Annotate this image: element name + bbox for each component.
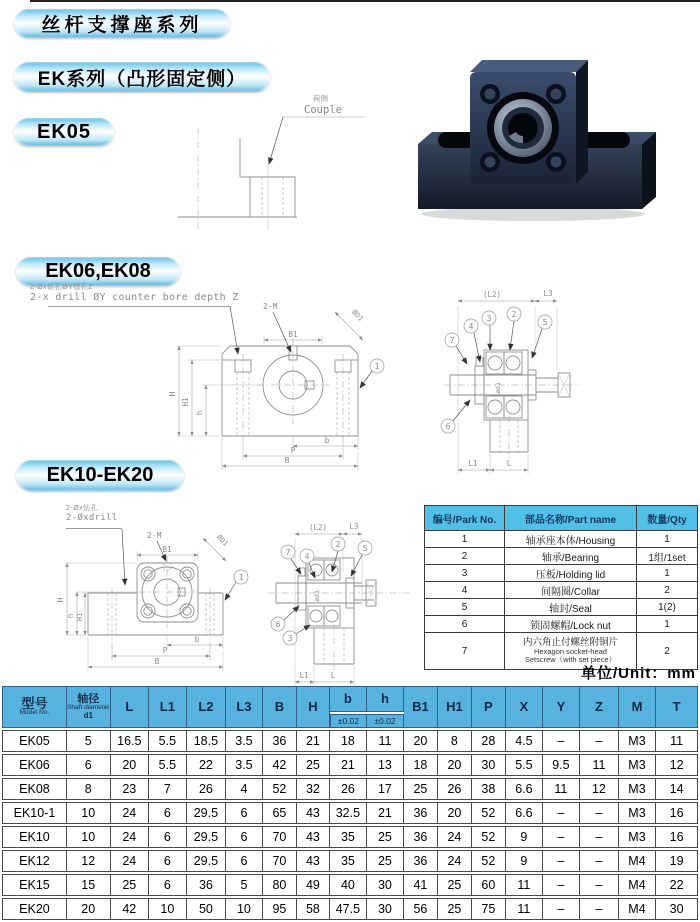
side2-dim-bottom <box>295 666 354 686</box>
cell: – <box>543 826 581 848</box>
ek1020-label: EK10-EK20 <box>46 464 154 486</box>
header-shaft-en: Shaft diameter <box>67 704 110 712</box>
cell: 26 <box>187 778 227 800</box>
cell: 11 <box>506 874 543 896</box>
cell: 38 <box>472 778 506 800</box>
cell: 8 <box>67 778 111 800</box>
couple-callout <box>269 93 365 164</box>
cell: 25 <box>404 778 438 800</box>
cell: 18 <box>404 754 438 776</box>
part-no: 3 <box>425 565 505 582</box>
cell: 21 <box>297 730 329 752</box>
cell: 25 <box>111 874 150 896</box>
dim-d1: ød1 <box>494 382 502 394</box>
part-qty: 1 <box>637 565 698 582</box>
cell: 30 <box>656 898 698 920</box>
cell: 29.5 <box>187 826 227 848</box>
cell: 25 <box>438 874 471 896</box>
part-qty: 1 <box>637 531 698 548</box>
header-T: T <box>656 686 698 728</box>
ek0608-pill <box>16 257 180 286</box>
cell: 6 <box>149 826 187 848</box>
cell: 4.5 <box>506 730 543 752</box>
dim-2M: 2-M <box>263 302 278 311</box>
header-model-cn: 型号 <box>21 695 48 711</box>
cell: 17 <box>367 778 404 800</box>
side2-dim-top <box>295 522 362 692</box>
cell: 41 <box>404 874 438 896</box>
cell: – <box>543 874 581 896</box>
balloon-7-number: 7 <box>449 336 455 345</box>
header-shaft-cn: 轴径 <box>77 692 100 705</box>
cell: M3 <box>619 754 657 776</box>
cell: 28 <box>472 730 506 752</box>
cell: 29.5 <box>187 802 227 824</box>
cell: M4 <box>619 898 657 920</box>
couple-label-cn: 荷侧 <box>313 94 328 103</box>
parts-header-qty: 数量/Qty <box>637 506 698 531</box>
product-photo <box>408 44 670 230</box>
cell: 30 <box>367 898 404 920</box>
dim-D1-2: ØD1 <box>215 533 230 548</box>
cell: 7 <box>149 778 187 800</box>
ek0608-front-view <box>165 296 395 481</box>
balloon-3-number: 3 <box>486 314 492 323</box>
dim-L1-2: L1 <box>299 671 309 680</box>
spec-row-ek15 <box>2 874 698 896</box>
header-h: h <box>367 686 404 712</box>
cell: 15 <box>67 874 111 896</box>
dim-L1: L1 <box>468 459 478 468</box>
cell: 26 <box>438 778 471 800</box>
ek1020-note-en: 2-Øxdrill <box>66 513 118 524</box>
cell: 36 <box>187 874 227 896</box>
cell: M3 <box>619 826 657 848</box>
parts-header-row <box>425 506 698 531</box>
ek0608-label: EK06,EK08 <box>45 260 151 282</box>
ek-series-pill <box>14 62 270 92</box>
balloon-5-number: 5 <box>542 318 548 327</box>
cell: 52 <box>472 850 506 872</box>
cell: 21 <box>367 802 404 824</box>
part-no: 1 <box>425 531 505 548</box>
part-name: 轴承/Bearing <box>505 548 637 565</box>
ek1020-note-cn: 2-Øx钻孔 <box>66 505 99 512</box>
parts-row <box>425 565 698 582</box>
header-Y: Y <box>543 686 581 728</box>
dim-L3-2: L3 <box>349 522 359 531</box>
cell: 11 <box>656 730 698 752</box>
section-assembly <box>444 350 580 458</box>
cell: 11 <box>543 778 581 800</box>
spec-row-ek06 <box>2 754 698 776</box>
cell: 26 <box>330 778 368 800</box>
ek0608-note-cn: 2-Øx钻孔ØY锪孔Z <box>30 284 94 291</box>
dim-P-2: P <box>162 646 168 655</box>
cell: 16.5 <box>111 730 150 752</box>
cell: 20 <box>438 754 471 776</box>
cell: M3 <box>619 802 657 824</box>
header-b-tol: ±0.02 <box>330 714 368 728</box>
spec-row-ek20 <box>2 898 698 920</box>
drill-note-leader <box>230 306 238 354</box>
cell: 6 <box>226 850 263 872</box>
cell: 5.5 <box>149 754 187 776</box>
front-dimensions-2 <box>56 531 230 671</box>
cell: 3.5 <box>226 730 263 752</box>
dim-P: P <box>290 446 296 455</box>
dim-H: H <box>168 391 177 397</box>
cell: – <box>580 850 619 872</box>
cell: M3 <box>619 778 657 800</box>
cell: 6 <box>149 802 187 824</box>
series-title-pill <box>14 9 230 38</box>
cell: – <box>543 898 581 920</box>
header-X: X <box>506 686 543 728</box>
drill-note-leader-2 <box>122 529 125 585</box>
cell: 14 <box>656 778 698 800</box>
cell: 40 <box>330 874 368 896</box>
cell: EK10-1 <box>2 802 67 824</box>
cell: 36 <box>404 850 438 872</box>
cell: 80 <box>263 874 297 896</box>
cell: 18.5 <box>187 730 227 752</box>
cell: 25 <box>367 826 404 848</box>
dim-H1-2: H1 <box>76 612 84 622</box>
cell: 6.6 <box>506 778 543 800</box>
balloon-1-front2 <box>225 570 248 600</box>
cell: 11 <box>506 898 543 920</box>
cell: 9 <box>506 850 543 872</box>
cell: 6 <box>67 754 111 776</box>
ek05-outline <box>178 138 297 217</box>
cell: – <box>543 730 581 752</box>
cell: 22 <box>187 754 227 776</box>
balloon-1 <box>360 359 384 388</box>
cell: – <box>580 826 619 848</box>
spec-row-ek12 <box>2 850 698 872</box>
ek05-drawing <box>165 90 385 240</box>
dim-D1: ØD1 <box>350 308 365 323</box>
spec-row-ek10-1 <box>2 802 698 824</box>
cell: 43 <box>297 850 329 872</box>
cell: 10 <box>67 802 111 824</box>
cell: EK15 <box>2 874 67 896</box>
cell: 20 <box>67 898 111 920</box>
dim-2M-2: 2-M <box>147 531 162 540</box>
dim-H-2: H <box>56 597 65 603</box>
dim-L2-2: (L2) <box>308 523 328 532</box>
ek-series-label: EK系列（凸形固定侧） <box>37 68 247 90</box>
cell: 52 <box>263 778 297 800</box>
dim-b: b <box>324 436 330 445</box>
bore-feature <box>257 338 329 424</box>
parts-row <box>425 548 698 565</box>
cell: 52 <box>472 826 506 848</box>
cell: 3.5 <box>226 754 263 776</box>
header-shaft <box>67 686 111 728</box>
cell: 24 <box>438 826 471 848</box>
cell: 4 <box>226 778 263 800</box>
cell: 29.5 <box>187 850 227 872</box>
cell: 56 <box>404 898 438 920</box>
ek1020-drill-note <box>66 505 117 523</box>
cell: 19 <box>656 850 698 872</box>
cell: M4 <box>619 874 657 896</box>
cell: 42 <box>263 754 297 776</box>
balloon-1-number: 1 <box>374 362 380 371</box>
part-qty: 2 <box>637 582 698 599</box>
cell: – <box>580 730 619 752</box>
cell: 36 <box>404 802 438 824</box>
cell: 70 <box>263 826 297 848</box>
ek05-label: EK05 <box>36 120 92 143</box>
ek1020-front-view <box>55 528 270 688</box>
cell: 11 <box>367 730 404 752</box>
part-no: 5 <box>425 599 505 616</box>
cell: 95 <box>263 898 297 920</box>
part-qty: 2 <box>637 633 698 670</box>
cell: 8 <box>438 730 471 752</box>
header-L: L <box>111 686 150 728</box>
part-name: 轴承座本体/Housing <box>505 531 637 548</box>
cell: 16 <box>656 826 698 848</box>
cell: 47.5 <box>330 898 368 920</box>
cell: – <box>580 802 619 824</box>
cell: 12 <box>580 778 619 800</box>
spec-table <box>2 684 698 922</box>
header-model-en: Model No. <box>19 709 50 717</box>
side2-balloons <box>271 537 372 645</box>
balloon-4-number: 4 <box>468 322 474 331</box>
cell: 21 <box>330 754 368 776</box>
cell: 49 <box>297 874 329 896</box>
header-L2: L2 <box>187 686 227 728</box>
cell: 5.5 <box>149 730 187 752</box>
spec-row-ek10 <box>2 826 698 848</box>
balloon-1-number-2: 1 <box>238 573 244 582</box>
header-Z: Z <box>580 686 619 728</box>
ek1020-side-view <box>262 512 427 707</box>
series-title: 丝杆支撑座系列 <box>41 15 203 36</box>
part-no: 2 <box>425 548 505 565</box>
dim-B-2: B <box>154 657 160 666</box>
cell: 12 <box>656 754 698 776</box>
cell: 36 <box>263 730 297 752</box>
cell: EK06 <box>2 754 67 776</box>
header-b: b <box>330 686 368 712</box>
balloon-6-number: 6 <box>445 422 451 431</box>
cell: 9.5 <box>543 754 581 776</box>
part-name: 间隔圈/Collar <box>505 582 637 599</box>
header-B1: B1 <box>404 686 438 728</box>
cell: 65 <box>263 802 297 824</box>
cell: – <box>580 898 619 920</box>
balloon-7-number-2: 7 <box>285 548 291 557</box>
cell: EK12 <box>2 850 67 872</box>
cell: 10 <box>149 898 187 920</box>
header-P: P <box>472 686 506 728</box>
cell: 58 <box>297 898 329 920</box>
dim-H1: H1 <box>181 397 190 407</box>
cell: 36 <box>404 826 438 848</box>
cell: 6.6 <box>506 802 543 824</box>
cell: 25 <box>367 850 404 872</box>
dim-h-2: h <box>66 613 75 619</box>
cell: 75 <box>472 898 506 920</box>
cell: 24 <box>111 850 150 872</box>
cell: 10 <box>67 826 111 848</box>
ek05-pill <box>14 118 114 146</box>
header-L1: L1 <box>149 686 187 728</box>
cell: M3 <box>619 730 657 752</box>
dim-B1-2: B1 <box>162 545 172 554</box>
cell: 5.5 <box>506 754 543 776</box>
cell: 20 <box>111 754 150 776</box>
parts-row <box>425 531 698 548</box>
cell: EK08 <box>2 778 67 800</box>
part-name-en1: Hexagon socket-head <box>534 646 607 656</box>
ek1020-pill <box>16 460 184 491</box>
dim-L-2: L <box>330 671 336 680</box>
cell: 70 <box>263 850 297 872</box>
top-rule <box>30 0 700 2</box>
cell: EK05 <box>2 730 67 752</box>
header-B: B <box>263 686 297 728</box>
cell: 5 <box>226 874 263 896</box>
cell: – <box>543 802 581 824</box>
cell: 32 <box>297 778 329 800</box>
cell: 10 <box>226 898 263 920</box>
cell: 60 <box>472 874 506 896</box>
dim-b-2: b <box>194 635 200 644</box>
flange-outline <box>137 556 198 628</box>
part-qty: 1组/1set <box>637 548 698 565</box>
cell: 30 <box>367 874 404 896</box>
parts-header-no: 编号/Park No. <box>425 506 505 531</box>
photo-shadow <box>421 207 645 221</box>
cell: 32.5 <box>330 802 368 824</box>
unit-note: 单位/Unit：mm <box>580 665 696 682</box>
cell: 30 <box>472 754 506 776</box>
balloon-2-number: 2 <box>511 310 517 319</box>
side-dim-bottom <box>458 454 528 474</box>
cell: 43 <box>297 802 329 824</box>
part-qty: 1(2) <box>637 599 698 616</box>
cell: 18 <box>330 730 368 752</box>
balloon-5-number-2: 5 <box>362 544 368 553</box>
part-name-cn: 内六角止付螺丝附铜片 <box>522 636 618 648</box>
header-shaft-d1: d1 <box>83 710 93 720</box>
balloon-6-number-2: 6 <box>275 620 281 629</box>
cell: – <box>580 874 619 896</box>
spec-row-ek05 <box>2 730 698 752</box>
part-name-en2: Setscrew（with set piece） <box>524 655 617 665</box>
balloon-2-number-2: 2 <box>335 540 341 549</box>
cell: 24 <box>111 826 150 848</box>
parts-row <box>425 582 698 599</box>
cell: 25 <box>438 898 471 920</box>
cell: 9 <box>506 826 543 848</box>
parts-table <box>424 505 698 670</box>
header-L3: L3 <box>226 686 263 728</box>
cell: 6 <box>226 802 263 824</box>
parts-header-name: 部品名称/Part name <box>505 506 637 531</box>
cell: 16 <box>656 802 698 824</box>
cell: 13 <box>367 754 404 776</box>
couple-label-en: Couple <box>304 104 342 116</box>
balloon-3-number-2: 3 <box>287 634 293 643</box>
front-dimensions <box>168 302 365 470</box>
header-h-tol: ±0.02 <box>367 714 404 728</box>
cell: 23 <box>111 778 150 800</box>
dim-d1-2: ød1 <box>313 590 321 602</box>
cell: 5 <box>67 730 111 752</box>
cell: 24 <box>111 802 150 824</box>
cell: – <box>543 850 581 872</box>
bearing-bore <box>487 92 559 164</box>
part-no: 7 <box>425 633 505 670</box>
cell: 50 <box>187 898 227 920</box>
part-qty: 1 <box>637 616 698 633</box>
cell: M4 <box>619 850 657 872</box>
header-H: H <box>297 686 329 728</box>
ek05-centerlines <box>198 128 268 230</box>
dim-B: B <box>284 456 290 465</box>
cell: 35 <box>330 826 368 848</box>
part-no: 6 <box>425 616 505 633</box>
header-H1: H1 <box>438 686 471 728</box>
dim-h: h <box>195 410 204 416</box>
ek0608-note-en: 2-x drill ØY counter bore depth Z <box>30 292 239 304</box>
cell: EK20 <box>2 898 67 920</box>
header-M: M <box>619 686 657 728</box>
dim-L: L <box>506 459 512 468</box>
cell: 43 <box>297 826 329 848</box>
part-name: 锁固螺帽/Lock nut <box>505 616 637 633</box>
spec-row-ek08 <box>2 778 698 800</box>
cell: 6 <box>226 826 263 848</box>
ek0608-side-view <box>440 278 675 483</box>
cell: 52 <box>472 802 506 824</box>
cell: 20 <box>438 802 471 824</box>
part-name: 压板/Holding lid <box>505 565 637 582</box>
cell: EK10 <box>2 826 67 848</box>
cell: 11 <box>580 754 619 776</box>
section-assembly-2 <box>268 558 412 670</box>
header-model <box>2 686 67 728</box>
cell: 35 <box>330 850 368 872</box>
parts-row <box>425 616 698 633</box>
cell: 20 <box>404 730 438 752</box>
cell: 22 <box>656 874 698 896</box>
part-no: 4 <box>425 582 505 599</box>
part-name: 轴封/Seal <box>505 599 637 616</box>
spec-header-row-1 <box>2 686 698 712</box>
cell: 42 <box>111 898 150 920</box>
cell: 24 <box>438 850 471 872</box>
dim-L3: L3 <box>543 289 553 298</box>
cell: 25 <box>297 754 329 776</box>
cell: 12 <box>67 850 111 872</box>
balloon-4-number-2: 4 <box>304 552 310 561</box>
dim-L2: (L2) <box>482 290 502 299</box>
cell: 6 <box>149 850 187 872</box>
dim-B1: B1 <box>288 330 298 339</box>
parts-row <box>425 599 698 616</box>
cell: 6 <box>149 874 187 896</box>
